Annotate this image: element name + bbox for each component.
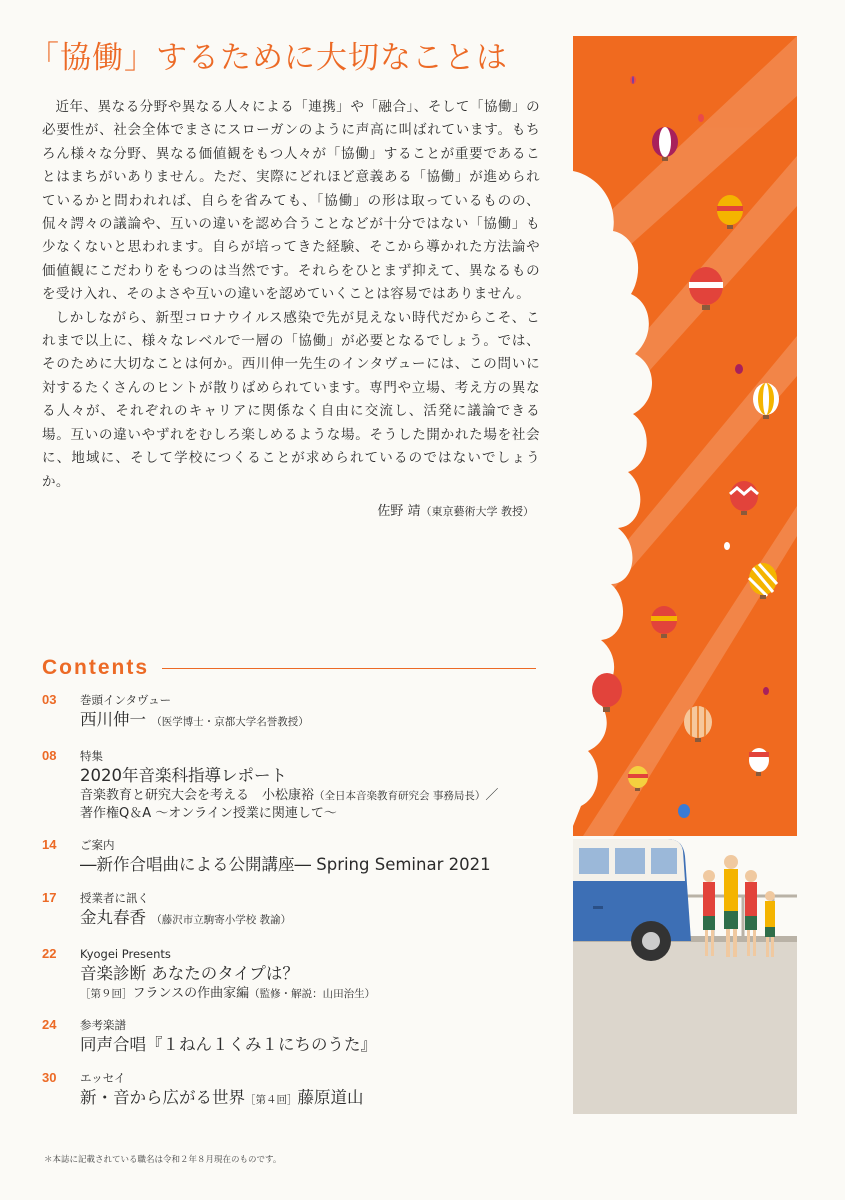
toc-title: 音楽診断 あなたのタイプは？	[80, 964, 299, 983]
hot-air-balloon	[735, 364, 743, 374]
toc-item	[42, 692, 562, 734]
essay	[42, 96, 540, 494]
toc-title: 2020年音楽科指導レポート	[80, 766, 287, 785]
toc-page-number: 14	[42, 837, 57, 852]
toc-title-text: 西川伸一	[80, 710, 146, 729]
footnote: ＊本誌に記載されている職名は令和２年８月現在のものです。	[44, 1155, 282, 1165]
hot-air-balloon	[763, 687, 769, 695]
toc-item	[42, 1017, 562, 1056]
toc-category: 授業者に訊く	[80, 891, 149, 905]
toc-title-author: 藤原道山	[297, 1088, 364, 1107]
toc-title-note: ［第４回］	[245, 1094, 298, 1106]
toc-page-number: 24	[42, 1017, 57, 1032]
author-affiliation: （東京藝術大学 教授）	[420, 505, 534, 518]
toc-page-number: 30	[42, 1070, 57, 1085]
author-signature	[42, 500, 534, 519]
toc-category: エッセイ	[80, 1071, 126, 1085]
author-name: 佐野 靖	[377, 504, 421, 519]
toc-subtitle-prefix: ［第９回］	[80, 988, 133, 1000]
toc-category: Kyogei Presents	[80, 947, 171, 961]
toc-title	[80, 1086, 562, 1112]
toc-subtitle	[80, 985, 562, 1003]
toc-subtitle	[80, 787, 562, 805]
toc-subtitle: 著作権Q＆A ～オンライン授業に関連して～	[80, 806, 337, 821]
toc-title-text: 新・音から広がる世界	[80, 1088, 245, 1107]
toc-item	[42, 1070, 562, 1112]
table-of-contents	[42, 692, 562, 1126]
toc-category: 参考楽譜	[80, 1018, 126, 1032]
toc-title-note: （藤沢市立駒寄小学校 教諭）	[151, 914, 292, 926]
toc-category: 巻頭インタヴュー	[80, 693, 172, 707]
toc-title-note: （医学博士・京都大学名誉教授）	[151, 716, 309, 728]
toc-title: ―新作合唱曲による公開講座― Spring Seminar 2021	[80, 855, 491, 874]
toc-page-number: 03	[42, 692, 57, 707]
contents-header	[42, 656, 536, 680]
illustration-panel	[573, 36, 797, 1114]
toc-subtitle-text: 音楽教育と研究大会を考える 小松康裕	[80, 788, 315, 803]
contents-rule	[162, 668, 536, 669]
hot-air-balloon	[678, 804, 690, 818]
toc-category: 特集	[80, 749, 103, 763]
hot-air-balloon	[698, 114, 704, 122]
essay-paragraph: 近年、異なる分野や異なる人々による「連携」や「融合」、そして「協働」の必要性が、社会全体でまさにスローガンのように声高に叫ばれています。もちろん様々な分野、異なる価値観をもつ人々が「協働」することが重要であることはまちがいありません。ただ、実際にどれほど意義ある「協働」が進められているかと問われれば、自らを省みても、「協働」の形は取っているものの、侃々諤々の議論や、互いの違いを認め合うことなどが十分ではない「協働」も少なくないと思われます。自らが培ってきた経験、そこから導かれた方法論や価値観にこだわりをもつのは当然です。それらをひとまず抑えて、異なるものを受け入れ、そのよさや互いの違いを認めていくことは容易ではありません。	[42, 99, 540, 303]
toc-title	[80, 906, 562, 932]
toc-page-number: 08	[42, 748, 57, 763]
toc-title-text: 金丸春香	[80, 908, 146, 927]
toc-subtitle-text: フランスの作曲家編	[132, 986, 250, 1001]
essay-paragraph: しかしながら、新型コロナウイルス感染で先が見えない時代だからこそ、これまで以上に、様々なレベルで一層の「協働」が必要となるでしょう。では、そのために大切なことは何か。西川伸一先生のインタヴューには、この問いに対するたくさんのヒントが散りばめられています。専門や立場、考え方の異なる人々が、それぞれのキャリアに関係なく自由に交流し、活発に議論できる場。互いの違いやずれをむしろ楽しめるような場。そうした開かれた場を社会に、地域に、そして学校につくることが求められているのではないでしょうか。	[42, 309, 540, 490]
page-title: 「協働」するために大切なことは	[28, 40, 508, 76]
toc-title	[80, 708, 562, 734]
ground	[573, 941, 797, 1114]
toc-title: 同声合唱『１ねん１くみ１にちのうた』	[80, 1035, 377, 1054]
hot-air-balloon	[630, 76, 636, 84]
toc-page-number: 22	[42, 946, 57, 961]
toc-item	[42, 748, 562, 823]
toc-category: ご案内	[80, 838, 115, 852]
hot-air-balloon	[724, 542, 730, 550]
toc-item	[42, 890, 562, 932]
toc-subtitle-note: （全日本音楽教育研究会 事務局長）	[314, 790, 486, 802]
toc-item	[42, 946, 562, 1003]
balloon-illustration	[573, 36, 797, 1114]
toc-subtitle-note: （監修・解説：山田治生）	[249, 988, 376, 1000]
toc-page-number: 17	[42, 890, 57, 905]
contents-title: Contents	[42, 656, 149, 679]
toc-subtitle-end: ／	[485, 788, 499, 803]
toc-item	[42, 837, 562, 876]
